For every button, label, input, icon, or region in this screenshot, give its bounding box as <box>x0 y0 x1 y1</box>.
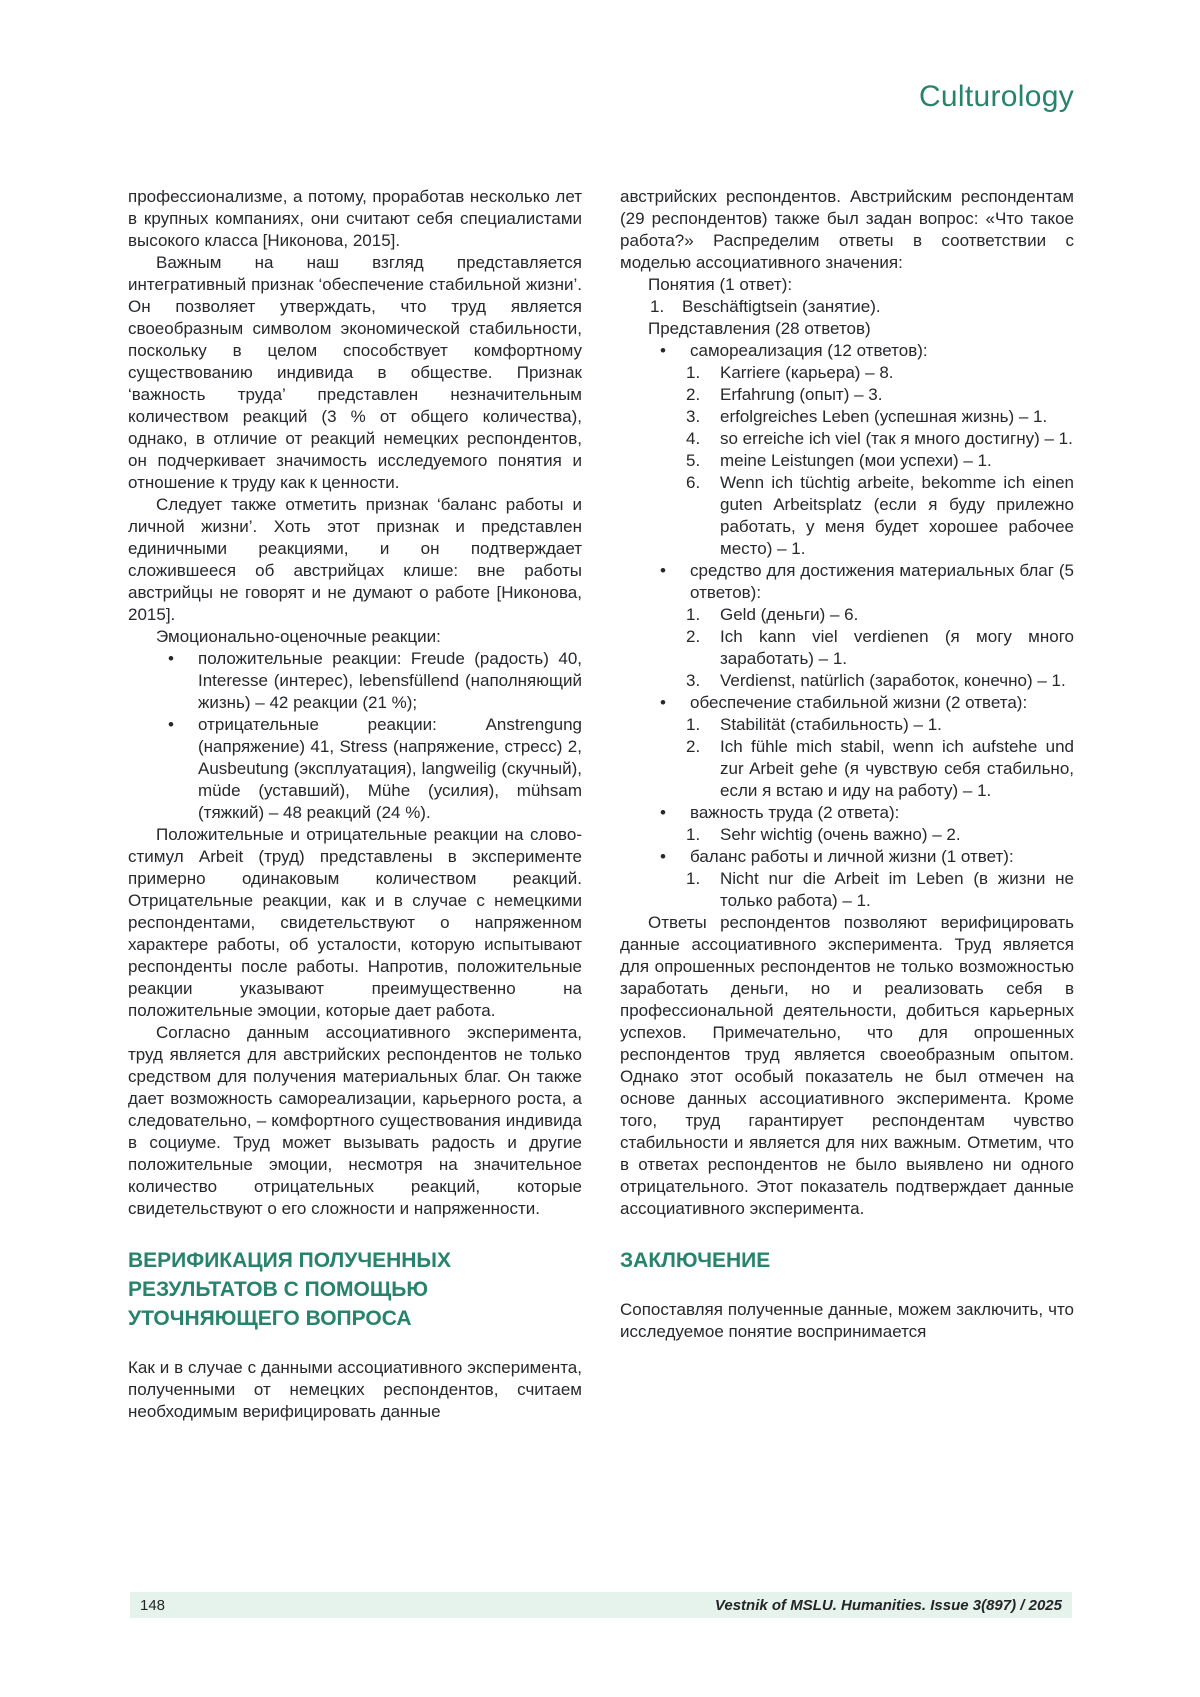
paragraph: Ответы респондентов позволяют верифицировать данные ассоциативного эксперимента. Труд является для опрошенных респондентов не только возможностью заработать деньги, но и реализовать себя в профессиональной деятельности, добиться карьерных успехов. Примечательно, что для опрошенных респондентов труд является своеобразным опытом. Однако этот особый показатель не был отмечен на основе данных ассоциативного эксперимента. Кроме того, труд гарантирует респондентам чувство стабильности и является для них важным. Отметим, что в ответах респондентов не было выявлено ни одного отрицательного. Этот показатель подтверждает данные ассоциативного эксперимента. <box>620 913 1074 1218</box>
list-item-text: баланс работы и личной жизни (1 ответ): <box>690 847 1014 866</box>
list-marker: • <box>660 803 666 822</box>
paragraph: профессионализме, а потому, проработав несколько лет в крупных компаниях, они считают себя специалистами высокого класса [Никонова, 2015]. <box>128 187 582 250</box>
numbered-item <box>620 428 1074 450</box>
list-item-text: положительные реакции: Freude (радость) 40, Interesse (интерес), lebensfüllend (наполняющий жизнь) – 42 реакции (21 %); <box>198 649 582 712</box>
numbered-item <box>620 736 1074 802</box>
paragraph: Согласно данным ассоциативного эксперимента, труд является для австрийских респондентов не только средством для получения материальных благ. Он также дает возможность самореализации, карьерного роста, а следовательно, – комфортного существования индивида в социуме. Труд может вызывать радость и другие положительные эмоции, несмотря на значительное количество отрицательных реакций, которые свидетельствуют о его сложности и напряженности. <box>128 1023 582 1218</box>
list-marker: • <box>168 649 174 668</box>
list-marker: 1. <box>650 297 665 316</box>
list-marker: 1. <box>686 869 701 888</box>
list-item-text: Karriere (карьера) – 8. <box>720 363 894 382</box>
numbered-item <box>620 604 1074 626</box>
list-item-text: Wenn ich tüchtig arbeite, bekomme ich einen guten Arbeitsplatz (если я буду прилежно работать, у меня будет хорошее рабочее место) – 1. <box>720 473 1074 558</box>
list-item-text: so erreiche ich viel (так я много достигну) – 1. <box>720 429 1073 448</box>
list-marker: • <box>660 561 666 580</box>
numbered-item <box>620 670 1074 692</box>
list-item-text: Verdienst, natürlich (заработок, конечно) – 1. <box>720 671 1066 690</box>
numbered-item <box>620 406 1074 428</box>
paragraph: Эмоционально-оценочные реакции: <box>156 627 441 646</box>
numbered-item <box>620 450 1074 472</box>
list-marker: • <box>168 715 174 734</box>
bullet-item <box>620 846 1074 868</box>
bullet-item <box>128 648 582 714</box>
list-item-text: Erfahrung (опыт) – 3. <box>720 385 883 404</box>
left-column <box>128 186 582 1423</box>
numbered-item <box>620 472 1074 560</box>
paragraph: австрийских респондентов. Австрийским респондентам (29 респондентов) также был задан вопрос: «Что такое работа?» Распределим ответы в соответствии с моделью ассоциативного значения: <box>620 187 1074 272</box>
journal-reference: Vestnik of MSLU. Humanities. Issue 3(897) / 2025 <box>714 1596 1062 1614</box>
list-item-text: обеспечение стабильной жизни (2 ответа): <box>690 693 1028 712</box>
bullet-item <box>620 692 1074 714</box>
list-marker: 3. <box>686 407 701 426</box>
list-item-text: Ich fühle mich stabil, wenn ich aufstehe und zur Arbeit gehe (я чувствую себя стабильно, если я встаю и иду на работу) – 1. <box>720 737 1074 800</box>
bullet-item <box>128 714 582 824</box>
numbered-item <box>620 362 1074 384</box>
numbered-item <box>620 714 1074 736</box>
page-content <box>128 186 1074 1423</box>
list-marker: • <box>660 847 666 866</box>
list-item-text: Geld (деньги) – 6. <box>720 605 859 624</box>
list-item-text: отрицательные реакции: Anstrengung (напряжение) 41, Stress (напряжение, стресс) 2, Ausbeutung (эксплуатация), langweilig (скучный), müde (уставший), Mühe (усилия), mühsam (тяжкий) – 48 реакций (24 %). <box>198 715 582 822</box>
list-marker: 6. <box>686 473 701 492</box>
paragraph: Важным на наш взгляд представляется интегративный признак ‘обеспечение стабильной жизни’. Он позволяет утверждать, что труд является своеобразным символом экономической стабильности, поскольку в целом способствует комфортному существованию индивида в обществе. Признак ‘важность труда’ представлен незначительным количеством реакций (3 % от общего количества), однако, в отличие от реакций немецких респондентов, он подчеркивает значимость исследуемого понятия и отношение к труду как к ценности. <box>128 253 582 492</box>
journal-section-title: Culturology <box>918 80 1074 113</box>
numbered-item <box>620 384 1074 406</box>
list-marker: 1. <box>686 825 701 844</box>
list-marker: 1. <box>686 363 701 382</box>
paragraph: Сопоставляя полученные данные, можем заключить, что исследуемое понятие воспринимается <box>620 1300 1074 1341</box>
right-column <box>620 186 1074 1423</box>
numbered-item <box>620 868 1074 912</box>
list-marker: • <box>660 693 666 712</box>
section-heading: ВЕРИФИКАЦИЯ ПОЛУЧЕННЫХ РЕЗУЛЬТАТОВ С ПОМОЩЬЮ УТОЧНЯЮЩЕГО ВОПРОСА <box>128 1249 451 1330</box>
list-marker: 1. <box>686 605 701 624</box>
numbered-item <box>620 296 1074 318</box>
section-heading: ЗАКЛЮЧЕНИЕ <box>620 1249 771 1272</box>
bullet-item <box>620 340 1074 362</box>
list-marker: 4. <box>686 429 701 448</box>
bullet-item <box>620 560 1074 604</box>
list-item-text: Nicht nur die Arbeit im Leben (в жизни не только работа) – 1. <box>720 869 1074 910</box>
page-footer <box>130 1592 1072 1618</box>
list-marker: 3. <box>686 671 701 690</box>
list-marker: • <box>660 341 666 360</box>
list-item-text: Beschäftigtsein (занятие). <box>682 297 881 316</box>
paragraph: Положительные и отрицательные реакции на слово-стимул Arbeit (труд) представлены в эксперименте примерно одинаковым количеством реакций. Отрицательные реакции, как и в случае с немецкими респондентами, свидетельствуют о напряженном характере работы, об усталости, которую испытывают респонденты после работы. Напротив, положительные реакции указывают преимущественно на положительные эмоции, которые дает работа. <box>128 825 582 1020</box>
list-item-text: meine Leistungen (мои успехи) – 1. <box>720 451 992 470</box>
list-item-text: самореализация (12 ответов): <box>690 341 928 360</box>
list-item-text: важность труда (2 ответа): <box>690 803 900 822</box>
list-item-text: Ich kann viel verdienen (я могу много заработать) – 1. <box>720 627 1074 668</box>
list-item-text: Stabilität (стабильность) – 1. <box>720 715 942 734</box>
paragraph: Следует также отметить признак ‘баланс работы и личной жизни’. Хоть этот признак и представлен единичными реакциями, и он подтверждает сложившееся об австрийцах клише: вне работы австрийцы не говорят и не думают о работе [Никонова, 2015]. <box>128 495 582 624</box>
list-marker: 1. <box>686 715 701 734</box>
list-marker: 5. <box>686 451 701 470</box>
list-marker: 2. <box>686 627 701 646</box>
list-item-text: средство для достижения материальных благ (5 ответов): <box>690 561 1074 602</box>
list-item-text: erfolgreiches Leben (успешная жизнь) – 1. <box>720 407 1048 426</box>
paragraph: Представления (28 ответов) <box>648 319 871 338</box>
paragraph: Как и в случае с данными ассоциативного эксперимента, полученными от немецких респондентов, считаем необходимым верифицировать данные <box>128 1358 582 1421</box>
list-marker: 2. <box>686 737 701 756</box>
list-marker: 2. <box>686 385 701 404</box>
paragraph: Понятия (1 ответ): <box>648 275 793 294</box>
bullet-item <box>620 802 1074 824</box>
numbered-item <box>620 824 1074 846</box>
numbered-item <box>620 626 1074 670</box>
list-item-text: Sehr wichtig (очень важно) – 2. <box>720 825 961 844</box>
page-number: 148 <box>140 1596 166 1614</box>
